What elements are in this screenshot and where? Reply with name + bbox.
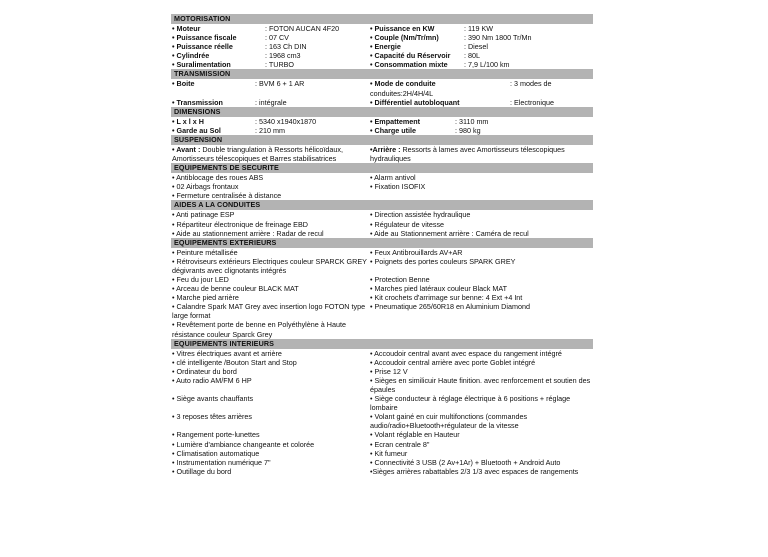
spec-label: • Avant :: [172, 144, 201, 154]
right-spec-item: [369, 42, 593, 51]
right-spec-item: • Volant réglable en Hauteur: [370, 430, 460, 440]
spec-value: Double triangulation à Ressorts hélicoïdaux, Amortisseurs télescopiques et Barres stabilisatrices: [172, 144, 343, 164]
right-spec-item: [369, 24, 593, 33]
spec-label: • Moteur: [172, 24, 201, 33]
left-spec-item: [171, 79, 369, 97]
left-spec-item: [171, 145, 369, 163]
left-spec-item: [171, 33, 369, 42]
spec-value: Ressorts à lames avec Amortisseurs télescopiques hydrauliques: [370, 144, 565, 164]
right-spec-item: [369, 126, 593, 135]
spec-value: : 980 kg: [455, 125, 481, 135]
section-body: [171, 210, 593, 237]
section-body: [171, 24, 593, 69]
left-spec-item: [171, 98, 369, 107]
spec-label: • Empattement: [370, 116, 421, 126]
left-spec-item: [171, 42, 369, 51]
left-spec-item: [171, 24, 369, 33]
right-spec-item: • Protection Benne: [370, 274, 430, 284]
left-spec-item: • 02 Airbags frontaux: [172, 182, 239, 192]
spec-value: : 1968 cm3: [265, 51, 301, 61]
section-header: MOTORISATION: [171, 14, 593, 24]
spec-label: • Transmission: [172, 97, 223, 107]
spec-label: • Puissance en KW: [370, 24, 435, 33]
right-spec-item: • Alarm antivol: [370, 173, 416, 183]
left-spec-item: • Auto radio AM/FM 6 HP: [172, 375, 252, 385]
spec-value: : Diesel: [464, 42, 488, 52]
spec-label: • Boite: [172, 79, 195, 89]
section-body: [171, 349, 593, 476]
left-spec-item: [171, 126, 369, 135]
spec-label: • Suralimentation: [172, 60, 231, 70]
left-spec-item: • Instrumentation numérique 7": [172, 457, 271, 467]
left-spec-item: • Outillage du bord: [172, 466, 232, 476]
spec-label: • Garde au Sol: [172, 125, 221, 135]
spec-value: : 210 mm: [255, 125, 285, 135]
section-header: EQUIPEMENTS EXTERIEURS: [171, 238, 593, 248]
spec-label: • Charge utile: [370, 125, 417, 135]
right-spec-item: • Feux Antibrouillards AV+AR: [370, 247, 463, 257]
spec-sheet: [171, 14, 593, 476]
spec-value: : TURBO: [265, 60, 295, 70]
left-spec-item: [171, 60, 369, 69]
left-spec-item: • Rétroviseurs extérieurs Electriques couleur SPARCK GREY dégivrants avec clignotants intégrés: [172, 256, 367, 275]
section-body: [171, 117, 593, 135]
right-spec-item: • Régulateur de vitesse: [370, 219, 445, 229]
left-spec-item: • Revêtement porte de benne en Polyéthylène à Haute résistance couleur Sparck Grey: [172, 320, 346, 339]
right-spec-item: [369, 79, 593, 97]
right-spec-item: • Volant gainé en cuir multifonctions (commandes audio/radio+Bluetooth+régulateur de la vitesse: [370, 412, 528, 431]
section-header: AIDES A LA CONDUITES: [171, 200, 593, 210]
spec-label: • Couple (Nm/Tr/mn): [370, 33, 439, 43]
right-spec-item: • Marches pied latéraux couleur Black MAT: [370, 284, 508, 294]
section-header: EQUIPEMENTS DE SECURITE: [171, 163, 593, 173]
left-spec-item: • Peinture métallisée: [172, 247, 238, 257]
left-spec-item: • Arceau de benne couleur BLACK MAT: [172, 284, 299, 294]
section-header: SUSPENSION: [171, 135, 593, 145]
spec-label: • Différentiel autobloquant: [370, 97, 460, 107]
spec-value: : 5340 x1940x1870: [255, 116, 317, 126]
spec-label: • Mode de conduite: [370, 79, 436, 89]
right-spec-item: [369, 117, 593, 126]
left-spec-item: • Antiblocage des roues ABS: [172, 173, 264, 183]
left-spec-item: • Lumière d'ambiance changeante et colorée: [172, 439, 315, 449]
left-spec-item: • Ordinateur du bord: [172, 366, 237, 376]
section-body: [171, 248, 593, 339]
right-spec-item: [369, 320, 593, 338]
section-body: [171, 79, 593, 106]
right-spec-item: [369, 98, 593, 107]
right-spec-item: • Ecran centrale 8": [370, 439, 430, 449]
left-spec-item: • Vitres électriques avant et arrière: [172, 348, 282, 358]
spec-label: • Energie: [370, 42, 401, 52]
spec-value: : 07 CV: [265, 33, 289, 43]
right-spec-item: • Kit crochets d'arrimage sur benne: 4 Ext +4 Int: [370, 293, 523, 303]
section-header: EQUIPEMENTS INTERIEURS: [171, 339, 593, 349]
right-spec-item: • Prise 12 V: [370, 366, 408, 376]
right-spec-item: • Kit fumeur: [370, 448, 408, 458]
section-header: DIMENSIONS: [171, 107, 593, 117]
spec-value: : BVM 6 + 1 AR: [255, 79, 305, 89]
spec-label: • Puissance réelle: [172, 42, 233, 52]
right-spec-item: • Accoudoir central avant avec espace du rangement intégré: [370, 348, 562, 358]
spec-value: : 80L: [464, 51, 480, 61]
right-spec-item: [369, 191, 593, 200]
spec-value: : 390 Nm 1800 Tr/Mn: [464, 33, 532, 43]
left-spec-item: • Aide au stationnement arrière : Radar de recul: [172, 228, 324, 238]
spec-value: : Electronique: [510, 97, 554, 107]
left-spec-item: [171, 51, 369, 60]
spec-label: • Cylindrée: [172, 51, 210, 61]
right-spec-item: • Siège conducteur à réglage électrique à 6 positions + réglage lombaire: [370, 394, 571, 413]
spec-value: : 119 KW: [464, 24, 494, 33]
left-spec-item: • Marche pied arrière: [172, 293, 239, 303]
spec-value: : 3 modes de conduites:2H/4H/4L: [370, 79, 552, 98]
right-spec-item: • Direction assistée hydraulique: [370, 210, 471, 220]
left-spec-item: • Climatisation automatique: [172, 448, 260, 458]
right-spec-item: • Sièges en similicuir Haute finition. avec renforcement et soutien des épaules: [370, 375, 591, 394]
spec-label: • L x l x H: [172, 116, 204, 126]
spec-label: • Consommation mixte: [370, 60, 448, 70]
spec-label: • Capacité du Réservoir: [370, 51, 451, 61]
left-spec-item: • Siège avants chauffants: [172, 394, 254, 404]
right-spec-item: [369, 60, 593, 69]
right-spec-item: • Fixation ISOFIX: [370, 182, 426, 192]
left-spec-item: • Fermeture centralisée à distance: [172, 191, 282, 201]
left-spec-item: • Rangement porte-lunettes: [172, 430, 260, 440]
right-spec-item: •Sièges arrières rabattables 2/3 1/3 avec espaces de rangements: [370, 466, 579, 476]
section-header: TRANSMISSION: [171, 69, 593, 79]
spec-value: : 163 Ch DIN: [265, 42, 307, 52]
left-spec-item: • Anti patinage ESP: [172, 210, 235, 220]
spec-value: : 3110 mm: [455, 116, 489, 126]
spec-label: •Arrière :: [370, 144, 401, 154]
right-spec-item: [369, 33, 593, 42]
left-spec-item: [171, 117, 369, 126]
section-body: [171, 145, 593, 163]
right-spec-item: • Pneumatique 265/60R18 en Aluminium Diamond: [370, 302, 530, 312]
right-spec-item: [369, 51, 593, 60]
spec-label: • Puissance fiscale: [172, 33, 237, 43]
left-spec-item: • clé intelligente /Bouton Start and Stop: [172, 357, 297, 367]
left-spec-item: • Répartiteur électronique de freinage EBD: [172, 219, 308, 229]
spec-value: : FOTON AUCAN 4F20: [265, 24, 340, 33]
right-spec-item: • Accoudoir central arrière avec porte Goblet intégré: [370, 357, 536, 367]
right-spec-item: • Poignets des portes couleurs SPARK GREY: [370, 256, 516, 266]
left-spec-item: • 3 reposes têtes arrières: [172, 412, 253, 422]
left-spec-item: • Calandre Spark MAT Grey avec insertion logo FOTON type large format: [172, 302, 366, 321]
right-spec-item: • Aide au Stationnement arrière : Caméra de recul: [370, 228, 529, 238]
left-spec-item: • Feu du jour LED: [172, 274, 229, 284]
spec-value: : 7,9 L/100 km: [464, 60, 510, 70]
right-spec-item: • Connectivité 3 USB (2 Av+1Ar) + Bluetooth + Android Auto: [370, 457, 561, 467]
spec-value: : intégrale: [255, 97, 287, 107]
section-body: [171, 173, 593, 200]
right-spec-item: [369, 145, 593, 163]
